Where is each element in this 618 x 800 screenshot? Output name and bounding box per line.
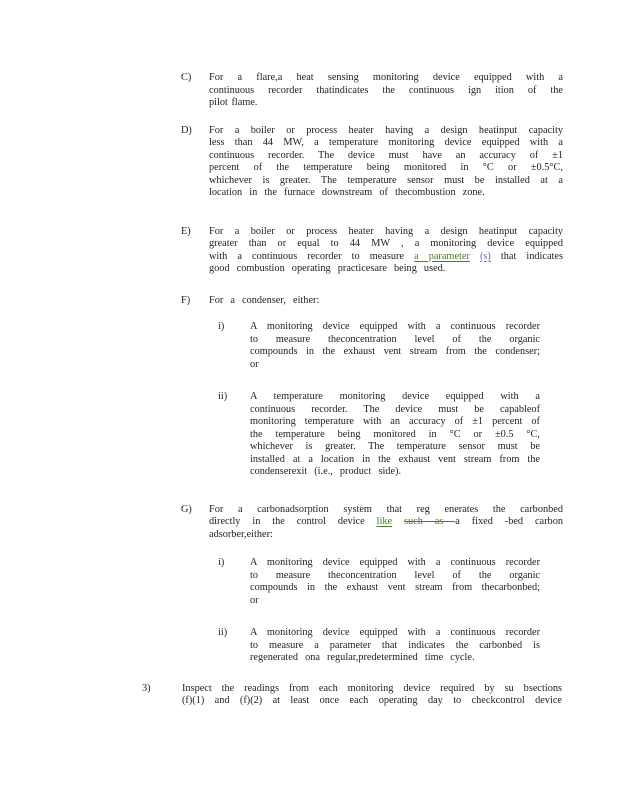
text-line: [250, 652, 540, 665]
text-line: [182, 683, 562, 696]
text-segment: continuous recorder. The device must be capableof: [250, 403, 540, 415]
text-line: [209, 226, 563, 239]
text-segment: whichever is greater. The temperature sensor must be installed at a: [209, 174, 563, 186]
text-line: [250, 557, 540, 570]
item-label: G): [181, 503, 192, 515]
text-segment: pilot flame.: [209, 97, 258, 108]
text-line: [250, 404, 540, 417]
text-line: [250, 359, 540, 372]
text-line: [250, 454, 540, 467]
text-line: [209, 85, 563, 98]
text-segment: For a condenser, either:: [209, 294, 320, 306]
text-segment: that indicates: [490, 250, 563, 262]
inserted-text: a parameter: [414, 250, 470, 262]
text-segment: percent of the temperature being monitored in °C or ±0.5°C,: [209, 162, 563, 173]
item-label: ii): [218, 627, 228, 638]
text-segment: continuous recorder. The device must have an accuracy of ±1: [209, 149, 563, 161]
list-item: [181, 295, 618, 308]
item-label: i): [218, 321, 225, 332]
text-segment: a fixed -bed carbon: [455, 516, 563, 527]
text-line: [250, 429, 540, 442]
text-line: [209, 97, 563, 110]
text-line: [209, 504, 563, 517]
inserted-text: (s): [479, 250, 491, 262]
text-line: [250, 321, 540, 334]
text-line: [209, 238, 563, 251]
item-text: [209, 72, 563, 110]
text-segment: compounds in the exhaust vent stream from thecarbonbed;: [250, 582, 540, 593]
item-label: ii): [218, 391, 228, 402]
text-line: [209, 295, 563, 308]
text-segment: directly in the control device: [209, 516, 377, 527]
item-label: E): [181, 225, 191, 237]
list-item: [142, 683, 618, 708]
text-segment: A monitoring device equipped with a continuous recorder: [250, 627, 540, 638]
list-item: [181, 72, 618, 110]
list-item: [181, 125, 618, 200]
text-segment: compounds in the exhaust vent stream from the condenser;: [250, 346, 540, 357]
text-segment: A monitoring device equipped with a continuous recorder: [250, 321, 540, 332]
text-segment: installed at a location in the exhaust vent stream from the: [250, 453, 540, 465]
item-label: C): [181, 72, 192, 83]
text-segment: For a boiler or process heater having a design heatinput capacity: [209, 225, 563, 237]
text-line: [250, 595, 540, 608]
item-text: [209, 125, 563, 200]
text-line: [250, 391, 540, 404]
text-segment: condenserexit (i.e., product side).: [250, 466, 402, 477]
text-segment: [470, 251, 480, 262]
item-text: [250, 627, 540, 665]
text-line: [209, 162, 563, 175]
text-segment: continuous recorder thatindicates the continuous ign ition of the: [209, 84, 563, 96]
text-line: [250, 346, 540, 359]
inserted-text: like: [376, 516, 393, 527]
text-segment: the temperature being monitored in °C or ±0.5 °C,: [250, 428, 540, 440]
text-line: [250, 582, 540, 595]
text-line: [209, 187, 563, 200]
item-label: i): [218, 557, 225, 568]
text-line: [209, 150, 563, 163]
text-segment: location in the furnace downstream of thecombustion zone.: [209, 187, 485, 198]
text-segment: Inspect the readings from each monitoring device required by su bsections: [182, 682, 562, 694]
text-line: [182, 695, 562, 708]
item-text: [250, 321, 540, 371]
text-line: [250, 640, 540, 653]
text-segment: whichever is greater. The temperature sensor must be: [250, 441, 540, 452]
text-segment: For a boiler or process heater having a design heatinput capacity: [209, 124, 563, 136]
list-item: [181, 226, 618, 276]
text-line: [250, 466, 540, 479]
text-line: [250, 416, 540, 429]
text-line: [209, 175, 563, 188]
text-line: [250, 570, 540, 583]
text-segment: or: [250, 358, 259, 370]
text-segment: [392, 516, 404, 527]
text-line: [209, 125, 563, 138]
text-line: [209, 516, 563, 529]
text-segment: monitoring temperature with an accuracy of ±1 percent of: [250, 416, 540, 427]
text-line: [209, 137, 563, 150]
item-label: 3): [142, 682, 151, 694]
text-segment: (f)(1) and (f)(2) at least once each operating day to checkcontrol device: [182, 695, 562, 706]
item-text: [209, 295, 563, 308]
document-body: [0, 72, 618, 708]
list-item: [218, 627, 618, 665]
text-line: [209, 263, 563, 276]
item-text: [250, 557, 540, 607]
text-segment: adsorber,either:: [209, 528, 273, 540]
item-text: [250, 391, 540, 479]
item-text: [182, 683, 562, 708]
text-line: [250, 441, 540, 454]
item-label: F): [181, 294, 191, 306]
text-line: [250, 334, 540, 347]
text-segment: regenerated ona regular,predetermined time cycle.: [250, 652, 475, 663]
list-item: [218, 321, 618, 371]
text-segment: to measure theconcentration level of the organic: [250, 569, 540, 581]
text-segment: For a flare,a heat sensing monitoring device equipped with a: [209, 72, 563, 83]
item-text: [209, 226, 563, 276]
text-segment: with a continuous recorder to measure: [209, 250, 415, 262]
item-text: [209, 504, 563, 542]
item-label: D): [181, 124, 192, 136]
text-segment: to measure a parameter that indicates the carbonbed is: [250, 639, 540, 651]
text-segment: For a carbonadsorption system that reg enerates the carbonbed: [209, 503, 563, 515]
text-segment: to measure theconcentration level of the organic: [250, 333, 540, 345]
text-segment: A monitoring device equipped with a continuous recorder: [250, 557, 540, 568]
text-segment: less than 44 MW, a temperature monitoring device equipped with a: [209, 137, 563, 148]
text-segment: or: [250, 594, 259, 606]
text-segment: good combustion operating practicesare being used.: [209, 263, 446, 274]
text-line: [250, 627, 540, 640]
list-item: [218, 557, 618, 607]
text-line: [209, 72, 563, 85]
deleted-text: such as: [403, 516, 456, 527]
list-item: [181, 504, 618, 542]
text-segment: greater than or equal to 44 MW , a monitoring device equipped: [209, 238, 563, 249]
text-segment: A temperature monitoring device equipped with a: [250, 391, 540, 402]
list-item: [218, 391, 618, 479]
text-line: [209, 529, 563, 542]
text-line: [209, 251, 563, 264]
